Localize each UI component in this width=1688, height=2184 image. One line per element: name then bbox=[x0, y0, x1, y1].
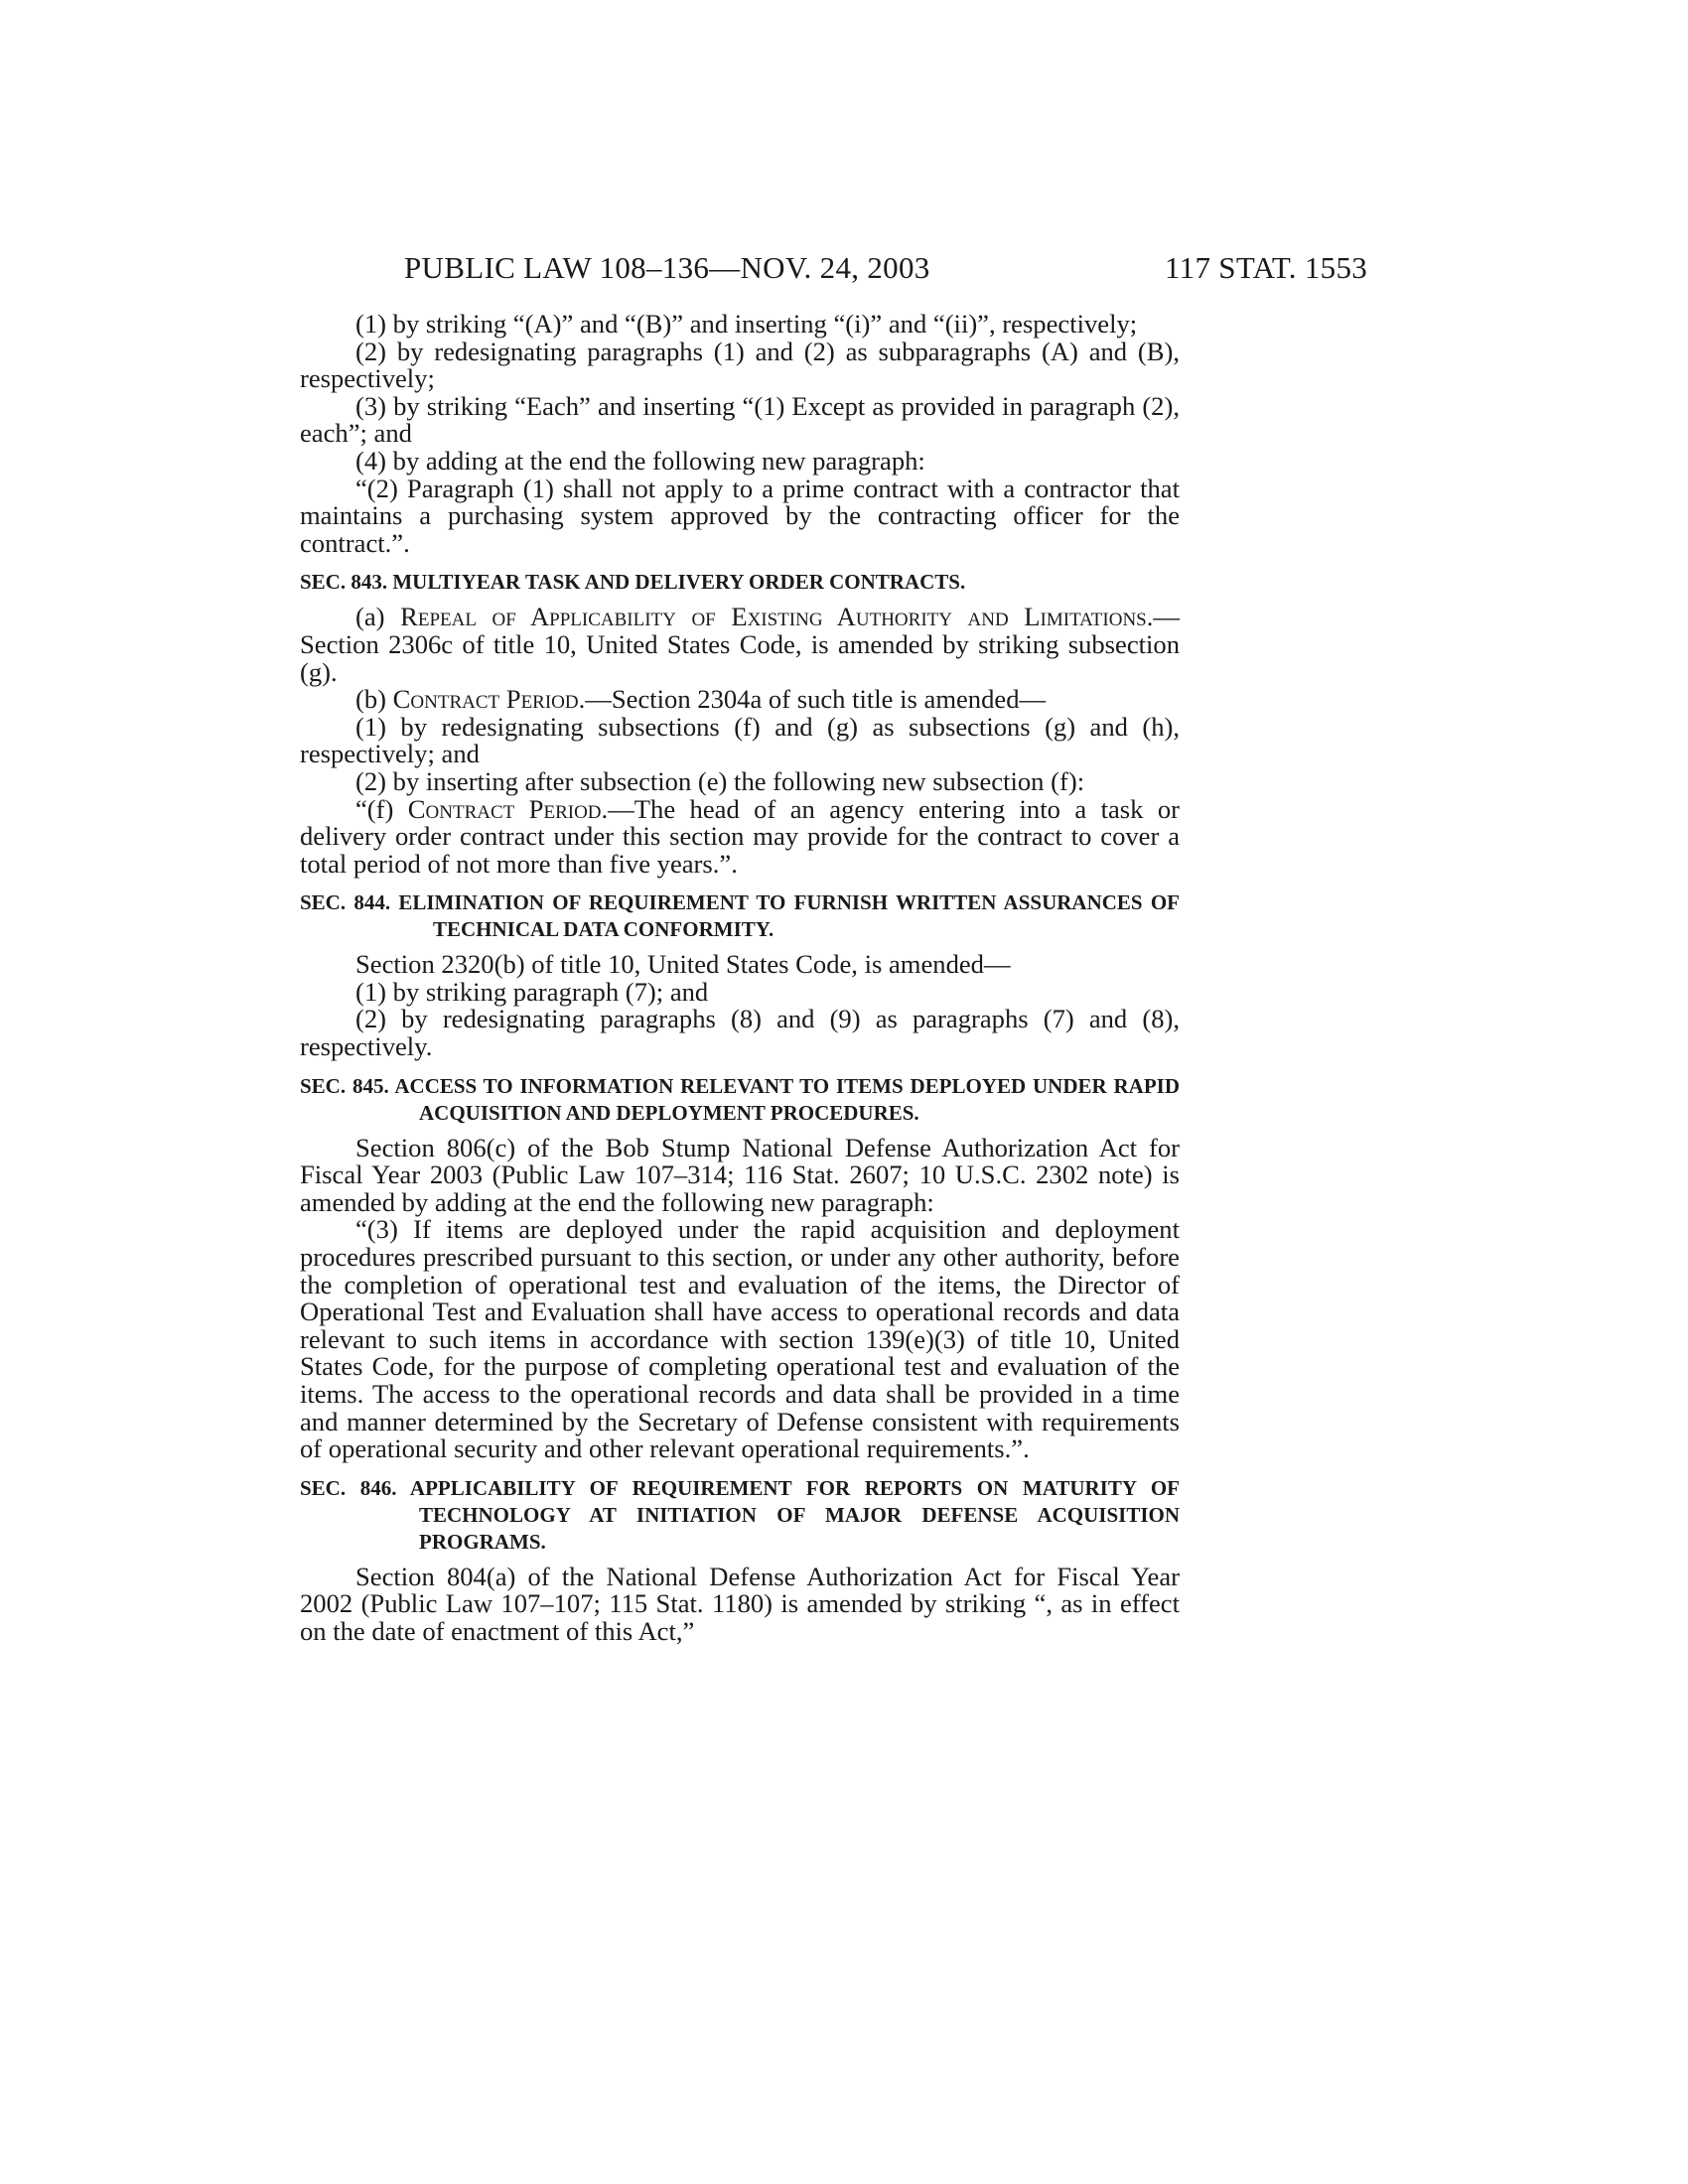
amendment-item: (1) by striking “(A)” and “(B)” and inserting “(i)” and “(ii)”, respectively; bbox=[355, 309, 1138, 339]
subsection-a bbox=[300, 604, 1180, 686]
amendment-item: (4) by adding at the end the following new paragraph: bbox=[355, 445, 925, 476]
amendment-item: (2) by inserting after subsection (e) the following new subsection (f): bbox=[355, 765, 1085, 796]
subsection-a-caption: Repeal of Applicability of Existing Authority and Limitations bbox=[400, 602, 1147, 632]
section-heading-844: SEC. 844. ELIMINATION OF REQUIREMENT TO FURNISH WRITTEN ASSURANCES OF TECHNICAL DATA CONFORMITY. bbox=[300, 890, 1180, 942]
section-text: Section 806(c) of the Bob Stump National Defense Authorization Act for Fiscal Year 2003 (Public Law 107–314; 116 Stat. 2607; 10 U.S.C. 2302 note) is amended by adding at the end the following new paragraph: bbox=[300, 1132, 1180, 1217]
amendment-item: (3) by striking “Each” and inserting “(1) Except as provided in paragraph (2), each”; and bbox=[300, 390, 1180, 449]
inserted-paragraph: “(2) Paragraph (1) shall not apply to a prime contract with a contractor that maintains a purchasing system approved by the contracting officer for the contract.”. bbox=[300, 473, 1180, 558]
section-heading-843: SEC. 843. MULTIYEAR TASK AND DELIVERY ORDER CONTRACTS. bbox=[300, 570, 966, 595]
subsection-a-text: .—Section 2306c of title 10, United States Code, is amended by striking subsection (g). bbox=[300, 602, 1180, 687]
amendment-item: (2) by redesignating paragraphs (1) and (2) as subparagraphs (A) and (B), respectively; bbox=[300, 336, 1180, 394]
subsection-b bbox=[300, 686, 1180, 714]
subsection-b-text: .—Section 2304a of such title is amended— bbox=[578, 684, 1047, 715]
document-body bbox=[300, 311, 1180, 1646]
section-text: Section 804(a) of the National Defense Authorization Act for Fiscal Year 2002 (Public Law 107–107; 115 Stat. 1180) is amended by striking “, as in effect on the date of enactment of this Act,” bbox=[300, 1561, 1180, 1646]
stat-page-number: 117 STAT. 1553 bbox=[1165, 250, 1368, 285]
subsection-f-text: .—The head of an agency entering into a task or delivery order contract under this section may provide for the contract to cover a total period of not more than five years.”. bbox=[300, 793, 1180, 879]
subsection-b-caption: Contract Period bbox=[392, 684, 579, 715]
inserted-paragraph: “(3) If items are deployed under the rapid acquisition and deployment procedures prescribed pursuant to this section, or under any other authority, before the completion of operational test and evaluation of the items, the Director of Operational Test and Evaluation shall have access to operational records and data relevant to such items in accordance with section 139(e)(3) of title 10, United States Code, for the purpose of completing operational test and evaluation of the items. The access to the operational records and data shall be provided in a time and manner determined by the Secretary of Defense consistent with requirements of operational security and other relevant operational requirements.”. bbox=[300, 1214, 1180, 1464]
running-title: PUBLIC LAW 108–136—NOV. 24, 2003 bbox=[404, 250, 930, 285]
subsection-f-caption: Contract Period bbox=[407, 793, 602, 824]
inserted-subsection-f bbox=[300, 793, 1180, 879]
amendment-item: (1) by redesignating subsections (f) and (g) as subsections (g) and (h), respectively; and bbox=[300, 711, 1180, 769]
section-heading-846: SEC. 846. APPLICABILITY OF REQUIREMENT FOR REPORTS ON MATURITY OF TECHNOLOGY AT INITIATION OF MAJOR DEFENSE ACQUISITION PROGRAMS. bbox=[300, 1475, 1180, 1554]
amendment-item: (2) by redesignating paragraphs (8) and (9) as paragraphs (7) and (8), respectively. bbox=[300, 1004, 1180, 1062]
subsection-b-lead: (b) bbox=[355, 684, 393, 715]
subsection-f-lead: “(f) bbox=[355, 793, 408, 824]
section-heading-845: SEC. 845. ACCESS TO INFORMATION RELEVANT TO ITEMS DEPLOYED UNDER RAPID ACQUISITION AND DEPLOYMENT PROCEDURES. bbox=[300, 1073, 1180, 1125]
subsection-a-lead: (a) bbox=[355, 602, 401, 632]
amendment-item: (1) by striking paragraph (7); and bbox=[355, 976, 709, 1007]
section-text: Section 2320(b) of title 10, United States Code, is amended— bbox=[355, 949, 1011, 980]
